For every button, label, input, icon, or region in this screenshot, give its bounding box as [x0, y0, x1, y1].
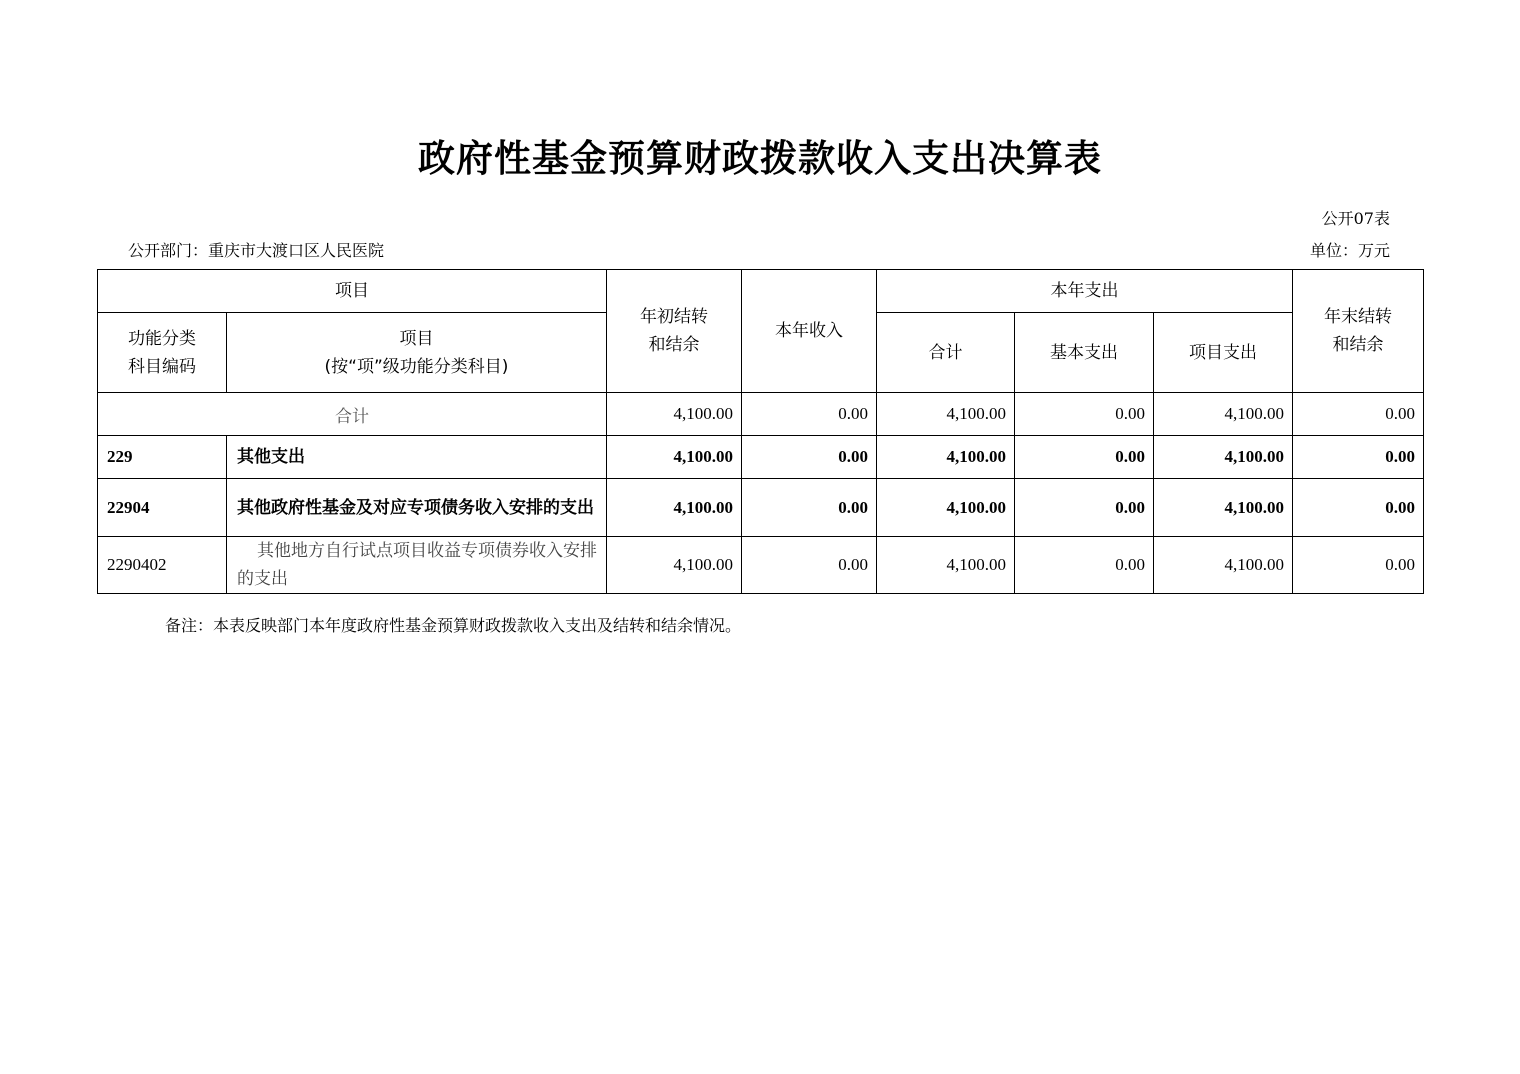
- row-carry-start: 4,100.00: [607, 537, 742, 594]
- row-exp-basic: 0.00: [1015, 479, 1154, 537]
- row-income: 0.00: [742, 537, 877, 594]
- unit-label: 单位：万元: [1309, 241, 1390, 260]
- row-carry-start: 4,100.00: [607, 479, 742, 537]
- total-exp-total: 4,100.00: [877, 393, 1015, 436]
- page-title: 政府性基金预算财政拨款收入支出决算表: [418, 137, 1102, 180]
- row-name: 其他支出: [227, 436, 607, 479]
- header-carry-end-line1: 年末结转: [1324, 307, 1392, 327]
- row-carry-end: 0.00: [1293, 479, 1424, 537]
- table-row: [98, 537, 1424, 594]
- header-carry-start-line2: 和结余: [648, 335, 700, 355]
- header-carry-start: [607, 270, 742, 393]
- row-carry-start: 4,100.00: [607, 436, 742, 479]
- row-income: 0.00: [742, 436, 877, 479]
- table-row: [98, 479, 1424, 537]
- row-exp-basic: 0.00: [1015, 436, 1154, 479]
- row-code: 2290402: [98, 537, 227, 594]
- header-income: 本年收入: [742, 270, 877, 393]
- header-expense: 本年支出: [877, 270, 1293, 313]
- row-name: 其他政府性基金及对应专项债务收入安排的支出: [227, 479, 607, 537]
- header-func-code-line2: 科目编码: [128, 356, 196, 377]
- row-carry-end: 0.00: [1293, 537, 1424, 594]
- row-exp-total: 4,100.00: [877, 537, 1015, 594]
- row-carry-end: 0.00: [1293, 436, 1424, 479]
- total-carry-end: 0.00: [1293, 393, 1424, 436]
- row-code: 229: [98, 436, 227, 479]
- header-item: [227, 313, 607, 393]
- header-item-line2: (按“项”级功能分类科目): [324, 356, 509, 377]
- header-item-line1: 项目: [399, 328, 434, 349]
- header-func-code: [98, 313, 227, 393]
- total-carry-start: 4,100.00: [607, 393, 742, 436]
- total-label: 合计: [98, 393, 607, 436]
- budget-table: [97, 269, 1424, 594]
- row-exp-project: 4,100.00: [1154, 436, 1293, 479]
- total-income: 0.00: [742, 393, 877, 436]
- row-exp-project: 4,100.00: [1154, 537, 1293, 594]
- table-row: [98, 436, 1424, 479]
- header-carry-end: [1293, 270, 1424, 393]
- row-name: 其他地方自行试点项目收益专项债券收入安排的支出: [227, 537, 607, 594]
- total-row: [98, 393, 1424, 436]
- header-exp-basic: 基本支出: [1015, 313, 1154, 393]
- table-number: 公开07表: [1321, 209, 1390, 228]
- header-project: 项目: [98, 270, 607, 313]
- footnote: 备注：本表反映部门本年度政府性基金预算财政拨款收入支出及结转和结余情况。: [165, 616, 742, 635]
- header-carry-start-line1: 年初结转: [640, 307, 708, 327]
- department-label: 公开部门：重庆市大渡口区人民医院: [128, 241, 385, 260]
- header-func-code-line1: 功能分类: [128, 328, 196, 349]
- row-exp-total: 4,100.00: [877, 479, 1015, 537]
- row-exp-project: 4,100.00: [1154, 479, 1293, 537]
- header-carry-end-line2: 和结余: [1332, 335, 1384, 355]
- row-exp-basic: 0.00: [1015, 537, 1154, 594]
- total-exp-project: 4,100.00: [1154, 393, 1293, 436]
- row-code: 22904: [98, 479, 227, 537]
- header-exp-project: 项目支出: [1154, 313, 1293, 393]
- row-income: 0.00: [742, 479, 877, 537]
- total-exp-basic: 0.00: [1015, 393, 1154, 436]
- header-exp-total: 合计: [877, 313, 1015, 393]
- row-exp-total: 4,100.00: [877, 436, 1015, 479]
